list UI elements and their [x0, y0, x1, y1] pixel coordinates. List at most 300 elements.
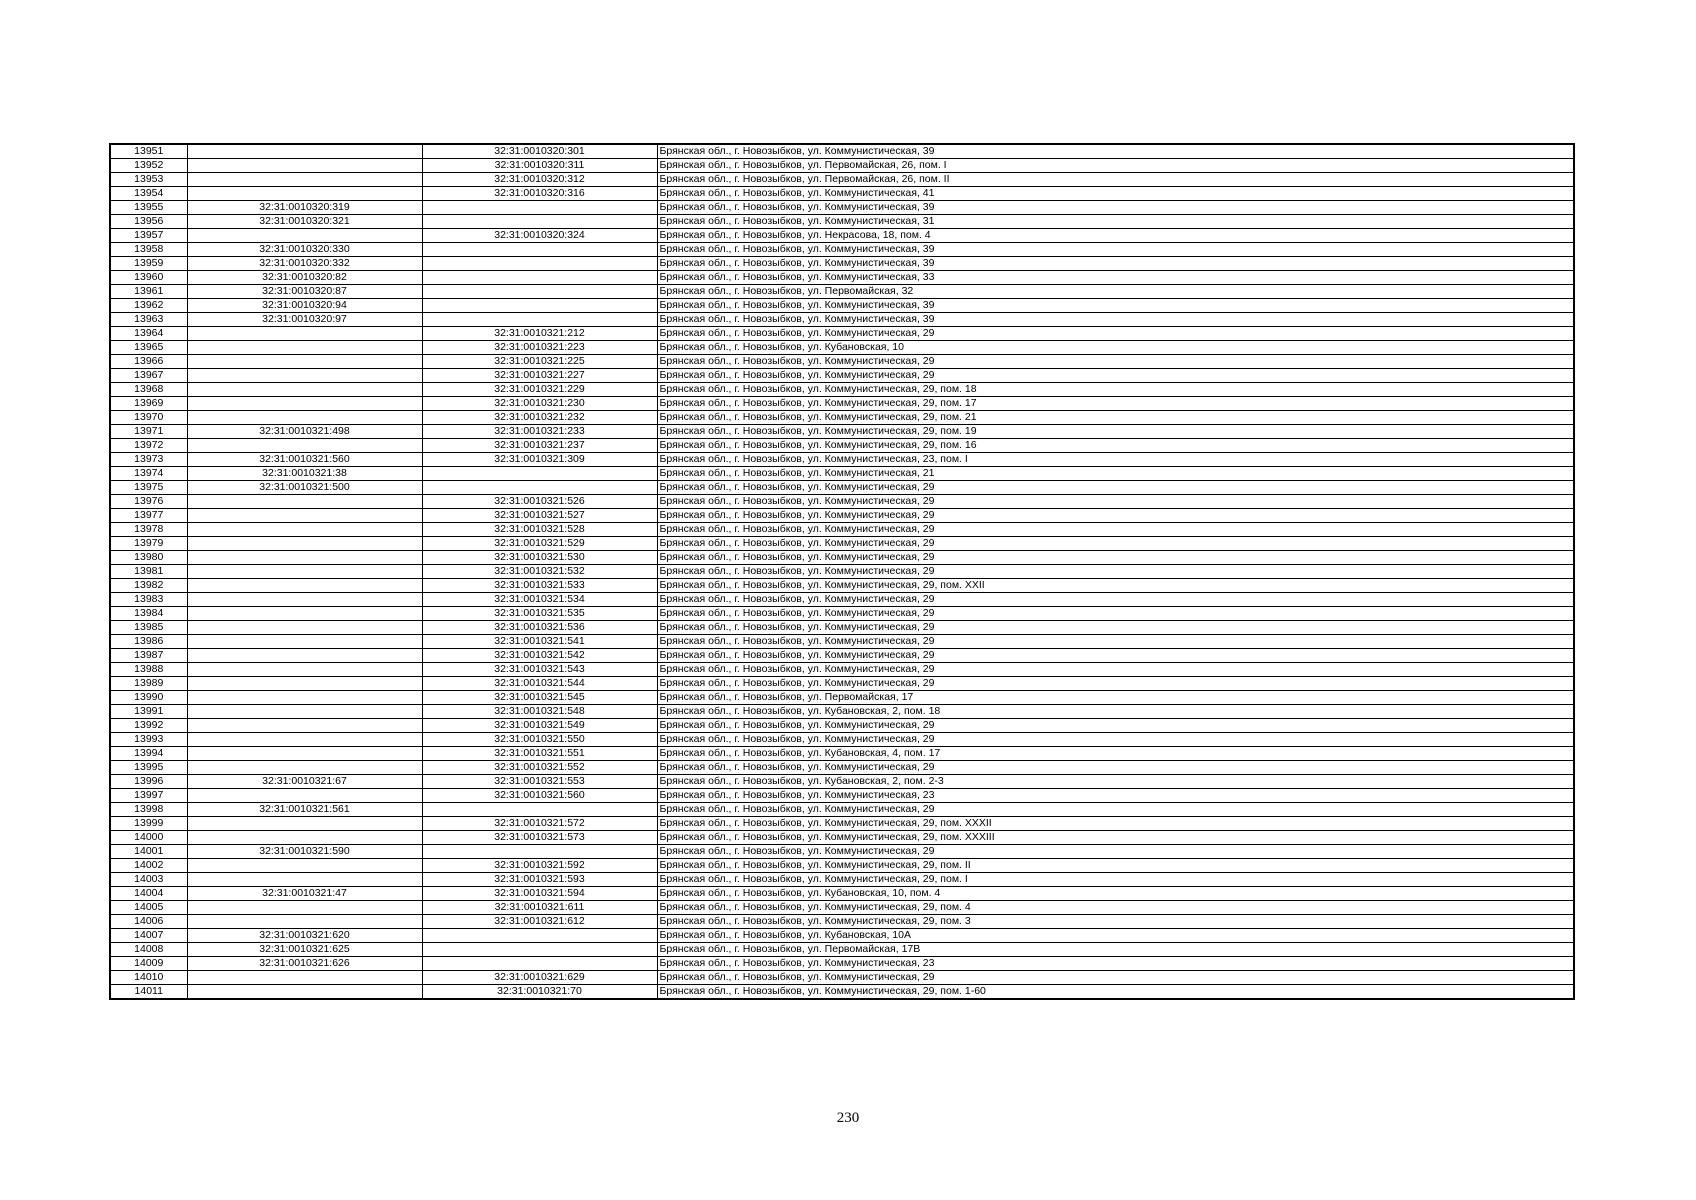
address-cell: Брянская обл., г. Новозыбков, ул. Коммунистическая, 29, пом. XXXII	[657, 817, 1574, 831]
table-row	[110, 943, 1574, 957]
address-cell: Брянская обл., г. Новозыбков, ул. Первомайская, 26, пом. II	[657, 173, 1574, 187]
address-cell: Брянская обл., г. Новозыбков, ул. Коммунистическая, 29	[657, 733, 1574, 747]
address-cell: Брянская обл., г. Новозыбков, ул. Коммунистическая, 29	[657, 565, 1574, 579]
cadastral-number-cell: 32:31:0010321:561	[187, 803, 422, 817]
address-cell: Брянская обл., г. Новозыбков, ул. Коммунистическая, 29	[657, 803, 1574, 817]
table-row	[110, 243, 1574, 257]
table-row	[110, 285, 1574, 299]
address-cell: Брянская обл., г. Новозыбков, ул. Коммунистическая, 29, пом. 21	[657, 411, 1574, 425]
cadastral-number-cell: 32:31:0010320:94	[187, 299, 422, 313]
table-row	[110, 635, 1574, 649]
building-cadastral-number-cell: 32:31:0010321:212	[422, 327, 657, 341]
table-row	[110, 985, 1574, 1000]
building-cadastral-number-cell: 32:31:0010321:552	[422, 761, 657, 775]
cadastral-number-cell: 32:31:0010321:47	[187, 887, 422, 901]
building-cadastral-number-cell	[422, 243, 657, 257]
cadastral-number-cell	[187, 621, 422, 635]
row-number-cell: 13990	[110, 691, 187, 705]
table-row	[110, 341, 1574, 355]
building-cadastral-number-cell: 32:31:0010321:545	[422, 691, 657, 705]
table-row	[110, 929, 1574, 943]
row-number-cell: 13960	[110, 271, 187, 285]
building-cadastral-number-cell: 32:31:0010321:230	[422, 397, 657, 411]
building-cadastral-number-cell	[422, 929, 657, 943]
address-cell: Брянская обл., г. Новозыбков, ул. Коммунистическая, 29	[657, 621, 1574, 635]
row-number-cell: 13997	[110, 789, 187, 803]
row-number-cell: 13965	[110, 341, 187, 355]
table-row	[110, 901, 1574, 915]
cadastral-number-cell: 32:31:0010321:500	[187, 481, 422, 495]
cadastral-number-cell: 32:31:0010320:87	[187, 285, 422, 299]
row-number-cell: 14005	[110, 901, 187, 915]
row-number-cell: 13956	[110, 215, 187, 229]
building-cadastral-number-cell: 32:31:0010320:301	[422, 144, 657, 159]
table-row	[110, 313, 1574, 327]
address-cell: Брянская обл., г. Новозыбков, ул. Коммунистическая, 29	[657, 607, 1574, 621]
building-cadastral-number-cell: 32:31:0010321:544	[422, 677, 657, 691]
table-row	[110, 215, 1574, 229]
table-row	[110, 677, 1574, 691]
address-cell: Брянская обл., г. Новозыбков, ул. Коммунистическая, 29	[657, 971, 1574, 985]
building-cadastral-number-cell	[422, 201, 657, 215]
table-row	[110, 439, 1574, 453]
cadastral-number-cell: 32:31:0010320:330	[187, 243, 422, 257]
table-row	[110, 551, 1574, 565]
row-number-cell: 14007	[110, 929, 187, 943]
cadastral-number-cell	[187, 537, 422, 551]
row-number-cell: 13961	[110, 285, 187, 299]
cadastral-number-cell	[187, 495, 422, 509]
table-row	[110, 705, 1574, 719]
cadastral-number-cell	[187, 327, 422, 341]
row-number-cell: 13983	[110, 593, 187, 607]
row-number-cell: 13970	[110, 411, 187, 425]
building-cadastral-number-cell: 32:31:0010321:309	[422, 453, 657, 467]
cadastral-number-cell	[187, 677, 422, 691]
row-number-cell: 13964	[110, 327, 187, 341]
building-cadastral-number-cell	[422, 215, 657, 229]
building-cadastral-number-cell: 32:31:0010321:535	[422, 607, 657, 621]
cadastral-number-cell: 32:31:0010320:319	[187, 201, 422, 215]
table-row	[110, 649, 1574, 663]
address-cell: Брянская обл., г. Новозыбков, ул. Первомайская, 17	[657, 691, 1574, 705]
cadastral-number-cell	[187, 187, 422, 201]
cadastral-number-cell	[187, 159, 422, 173]
cadastral-number-cell	[187, 509, 422, 523]
cadastral-number-cell: 32:31:0010320:321	[187, 215, 422, 229]
building-cadastral-number-cell: 32:31:0010321:548	[422, 705, 657, 719]
cadastral-number-cell	[187, 635, 422, 649]
cadastral-number-cell	[187, 229, 422, 243]
building-cadastral-number-cell: 32:31:0010321:532	[422, 565, 657, 579]
address-cell: Брянская обл., г. Новозыбков, ул. Коммунистическая, 29	[657, 663, 1574, 677]
table-row	[110, 803, 1574, 817]
cadastral-number-cell	[187, 747, 422, 761]
building-cadastral-number-cell: 32:31:0010321:533	[422, 579, 657, 593]
cadastral-number-cell	[187, 915, 422, 929]
table-row	[110, 411, 1574, 425]
cadastral-number-cell	[187, 971, 422, 985]
row-number-cell: 13992	[110, 719, 187, 733]
cadastral-table	[109, 143, 1575, 1000]
table-row	[110, 789, 1574, 803]
table-row	[110, 733, 1574, 747]
row-number-cell: 13958	[110, 243, 187, 257]
address-cell: Брянская обл., г. Новозыбков, ул. Коммунистическая, 39	[657, 144, 1574, 159]
cadastral-number-cell: 32:31:0010320:82	[187, 271, 422, 285]
row-number-cell: 14011	[110, 985, 187, 1000]
cadastral-number-cell	[187, 817, 422, 831]
building-cadastral-number-cell: 32:31:0010321:530	[422, 551, 657, 565]
building-cadastral-number-cell: 32:31:0010321:232	[422, 411, 657, 425]
row-number-cell: 13976	[110, 495, 187, 509]
row-number-cell: 13954	[110, 187, 187, 201]
building-cadastral-number-cell: 32:31:0010321:573	[422, 831, 657, 845]
building-cadastral-number-cell: 32:31:0010321:536	[422, 621, 657, 635]
building-cadastral-number-cell	[422, 313, 657, 327]
building-cadastral-number-cell: 32:31:0010321:549	[422, 719, 657, 733]
table-row	[110, 971, 1574, 985]
building-cadastral-number-cell: 32:31:0010321:550	[422, 733, 657, 747]
table-row	[110, 761, 1574, 775]
row-number-cell: 13953	[110, 173, 187, 187]
table-row	[110, 229, 1574, 243]
building-cadastral-number-cell: 32:31:0010321:543	[422, 663, 657, 677]
row-number-cell: 14003	[110, 873, 187, 887]
address-cell: Брянская обл., г. Новозыбков, ул. Коммунистическая, 29	[657, 369, 1574, 383]
table-row	[110, 621, 1574, 635]
building-cadastral-number-cell: 32:31:0010321:612	[422, 915, 657, 929]
cadastral-number-cell	[187, 719, 422, 733]
address-cell: Брянская обл., г. Новозыбков, ул. Коммунистическая, 29, пом. 17	[657, 397, 1574, 411]
building-cadastral-number-cell	[422, 285, 657, 299]
table-row	[110, 201, 1574, 215]
row-number-cell: 13994	[110, 747, 187, 761]
table-row	[110, 593, 1574, 607]
table-row	[110, 691, 1574, 705]
row-number-cell: 13985	[110, 621, 187, 635]
row-number-cell: 14008	[110, 943, 187, 957]
address-cell: Брянская обл., г. Новозыбков, ул. Коммунистическая, 21	[657, 467, 1574, 481]
address-cell: Брянская обл., г. Новозыбков, ул. Коммунистическая, 23, пом. I	[657, 453, 1574, 467]
building-cadastral-number-cell: 32:31:0010321:534	[422, 593, 657, 607]
row-number-cell: 13986	[110, 635, 187, 649]
cadastral-number-cell	[187, 439, 422, 453]
cadastral-number-cell	[187, 411, 422, 425]
building-cadastral-number-cell	[422, 467, 657, 481]
row-number-cell: 13977	[110, 509, 187, 523]
row-number-cell: 13969	[110, 397, 187, 411]
building-cadastral-number-cell: 32:31:0010320:312	[422, 173, 657, 187]
table-row	[110, 453, 1574, 467]
building-cadastral-number-cell: 32:31:0010321:629	[422, 971, 657, 985]
address-cell: Брянская обл., г. Новозыбков, ул. Кубановская, 2, пом. 18	[657, 705, 1574, 719]
cadastral-number-cell	[187, 341, 422, 355]
table-row	[110, 257, 1574, 271]
cadastral-number-cell	[187, 593, 422, 607]
table-row	[110, 173, 1574, 187]
cadastral-number-cell	[187, 551, 422, 565]
row-number-cell: 14009	[110, 957, 187, 971]
table-row	[110, 495, 1574, 509]
cadastral-number-cell	[187, 579, 422, 593]
row-number-cell: 13967	[110, 369, 187, 383]
address-cell: Брянская обл., г. Новозыбков, ул. Коммунистическая, 29	[657, 593, 1574, 607]
building-cadastral-number-cell: 32:31:0010321:542	[422, 649, 657, 663]
cadastral-number-cell	[187, 565, 422, 579]
table-row	[110, 187, 1574, 201]
address-cell: Брянская обл., г. Новозыбков, ул. Коммунистическая, 29	[657, 649, 1574, 663]
cadastral-number-cell: 32:31:0010320:332	[187, 257, 422, 271]
building-cadastral-number-cell: 32:31:0010321:592	[422, 859, 657, 873]
row-number-cell: 13952	[110, 159, 187, 173]
table-row	[110, 719, 1574, 733]
address-cell: Брянская обл., г. Новозыбков, ул. Коммунистическая, 39	[657, 313, 1574, 327]
building-cadastral-number-cell: 32:31:0010321:560	[422, 789, 657, 803]
building-cadastral-number-cell: 32:31:0010321:229	[422, 383, 657, 397]
table-row	[110, 565, 1574, 579]
row-number-cell: 13993	[110, 733, 187, 747]
row-number-cell: 14002	[110, 859, 187, 873]
cadastral-number-cell	[187, 859, 422, 873]
cadastral-number-cell	[187, 397, 422, 411]
table-body	[110, 144, 1574, 999]
address-cell: Брянская обл., г. Новозыбков, ул. Коммунистическая, 29, пом. 19	[657, 425, 1574, 439]
address-cell: Брянская обл., г. Новозыбков, ул. Первомайская, 26, пом. I	[657, 159, 1574, 173]
address-cell: Брянская обл., г. Новозыбков, ул. Коммунистическая, 29	[657, 355, 1574, 369]
cadastral-number-cell	[187, 873, 422, 887]
cadastral-number-cell: 32:31:0010321:590	[187, 845, 422, 859]
table-row	[110, 831, 1574, 845]
address-cell: Брянская обл., г. Новозыбков, ул. Коммунистическая, 29, пом. XXXIII	[657, 831, 1574, 845]
cadastral-number-cell	[187, 355, 422, 369]
address-cell: Брянская обл., г. Новозыбков, ул. Кубановская, 4, пом. 17	[657, 747, 1574, 761]
row-number-cell: 13974	[110, 467, 187, 481]
cadastral-number-cell	[187, 901, 422, 915]
row-number-cell: 13951	[110, 144, 187, 159]
table-row	[110, 537, 1574, 551]
address-cell: Брянская обл., г. Новозыбков, ул. Коммунистическая, 29	[657, 495, 1574, 509]
building-cadastral-number-cell: 32:31:0010321:594	[422, 887, 657, 901]
building-cadastral-number-cell	[422, 943, 657, 957]
row-number-cell: 14010	[110, 971, 187, 985]
building-cadastral-number-cell: 32:31:0010321:551	[422, 747, 657, 761]
table-row	[110, 369, 1574, 383]
table-row	[110, 397, 1574, 411]
row-number-cell: 13981	[110, 565, 187, 579]
row-number-cell: 13989	[110, 677, 187, 691]
table-row	[110, 873, 1574, 887]
building-cadastral-number-cell	[422, 803, 657, 817]
row-number-cell: 13998	[110, 803, 187, 817]
address-cell: Брянская обл., г. Новозыбков, ул. Коммунистическая, 29	[657, 845, 1574, 859]
address-cell: Брянская обл., г. Новозыбков, ул. Коммунистическая, 29	[657, 761, 1574, 775]
cadastral-number-cell	[187, 173, 422, 187]
row-number-cell: 13991	[110, 705, 187, 719]
building-cadastral-number-cell: 32:31:0010321:611	[422, 901, 657, 915]
table-row	[110, 915, 1574, 929]
address-cell: Брянская обл., г. Новозыбков, ул. Коммунистическая, 39	[657, 201, 1574, 215]
building-cadastral-number-cell: 32:31:0010321:529	[422, 537, 657, 551]
row-number-cell: 13972	[110, 439, 187, 453]
address-cell: Брянская обл., г. Новозыбков, ул. Коммунистическая, 23	[657, 789, 1574, 803]
address-cell: Брянская обл., г. Новозыбков, ул. Коммунистическая, 29, пом. 4	[657, 901, 1574, 915]
table-row	[110, 271, 1574, 285]
building-cadastral-number-cell: 32:31:0010321:225	[422, 355, 657, 369]
building-cadastral-number-cell	[422, 481, 657, 495]
row-number-cell: 13982	[110, 579, 187, 593]
row-number-cell: 13968	[110, 383, 187, 397]
table-row	[110, 509, 1574, 523]
cadastral-number-cell	[187, 649, 422, 663]
cadastral-number-cell	[187, 761, 422, 775]
address-cell: Брянская обл., г. Новозыбков, ул. Коммунистическая, 29	[657, 719, 1574, 733]
table-row	[110, 467, 1574, 481]
address-cell: Брянская обл., г. Новозыбков, ул. Коммунистическая, 29	[657, 537, 1574, 551]
address-cell: Брянская обл., г. Новозыбков, ул. Коммунистическая, 29, пом. II	[657, 859, 1574, 873]
table-row	[110, 747, 1574, 761]
row-number-cell: 13971	[110, 425, 187, 439]
address-cell: Брянская обл., г. Новозыбков, ул. Кубановская, 10	[657, 341, 1574, 355]
address-cell: Брянская обл., г. Новозыбков, ул. Коммунистическая, 29	[657, 551, 1574, 565]
table-row	[110, 663, 1574, 677]
address-cell: Брянская обл., г. Новозыбков, ул. Коммунистическая, 39	[657, 243, 1574, 257]
building-cadastral-number-cell: 32:31:0010321:227	[422, 369, 657, 383]
row-number-cell: 14001	[110, 845, 187, 859]
table-row	[110, 817, 1574, 831]
address-cell: Брянская обл., г. Новозыбков, ул. Коммунистическая, 41	[657, 187, 1574, 201]
address-cell: Брянская обл., г. Новозыбков, ул. Коммунистическая, 29, пом. 1-60	[657, 985, 1574, 1000]
cadastral-number-cell	[187, 369, 422, 383]
table-row	[110, 845, 1574, 859]
building-cadastral-number-cell: 32:31:0010321:572	[422, 817, 657, 831]
address-cell: Брянская обл., г. Новозыбков, ул. Первомайская, 32	[657, 285, 1574, 299]
table-row	[110, 159, 1574, 173]
cadastral-number-cell	[187, 789, 422, 803]
cadastral-number-cell: 32:31:0010321:38	[187, 467, 422, 481]
address-cell: Брянская обл., г. Новозыбков, ул. Коммунистическая, 29	[657, 635, 1574, 649]
address-cell: Брянская обл., г. Новозыбков, ул. Коммунистическая, 31	[657, 215, 1574, 229]
cadastral-number-cell: 32:31:0010321:625	[187, 943, 422, 957]
address-cell: Брянская обл., г. Новозыбков, ул. Коммунистическая, 39	[657, 299, 1574, 313]
cadastral-number-cell	[187, 383, 422, 397]
cadastral-number-cell	[187, 523, 422, 537]
cadastral-number-cell: 32:31:0010321:67	[187, 775, 422, 789]
cadastral-number-cell: 32:31:0010321:626	[187, 957, 422, 971]
table-row	[110, 327, 1574, 341]
row-number-cell: 13962	[110, 299, 187, 313]
address-cell: Брянская обл., г. Новозыбков, ул. Коммунистическая, 29, пом. I	[657, 873, 1574, 887]
row-number-cell: 13995	[110, 761, 187, 775]
row-number-cell: 14006	[110, 915, 187, 929]
address-cell: Брянская обл., г. Новозыбков, ул. Первомайская, 17В	[657, 943, 1574, 957]
address-cell: Брянская обл., г. Новозыбков, ул. Коммунистическая, 29, пом. 18	[657, 383, 1574, 397]
row-number-cell: 13980	[110, 551, 187, 565]
row-number-cell: 14000	[110, 831, 187, 845]
building-cadastral-number-cell	[422, 845, 657, 859]
row-number-cell: 13955	[110, 201, 187, 215]
address-cell: Брянская обл., г. Новозыбков, ул. Некрасова, 18, пом. 4	[657, 229, 1574, 243]
cadastral-number-cell	[187, 663, 422, 677]
table-row	[110, 144, 1574, 159]
row-number-cell: 13978	[110, 523, 187, 537]
building-cadastral-number-cell	[422, 257, 657, 271]
address-cell: Брянская обл., г. Новозыбков, ул. Коммунистическая, 29	[657, 327, 1574, 341]
table-row	[110, 859, 1574, 873]
address-cell: Брянская обл., г. Новозыбков, ул. Коммунистическая, 29, пом. 16	[657, 439, 1574, 453]
table-row	[110, 355, 1574, 369]
address-cell: Брянская обл., г. Новозыбков, ул. Кубановская, 2, пом. 2-3	[657, 775, 1574, 789]
table-row	[110, 607, 1574, 621]
cadastral-number-cell	[187, 607, 422, 621]
cadastral-number-cell: 32:31:0010321:498	[187, 425, 422, 439]
address-cell: Брянская обл., г. Новозыбков, ул. Кубановская, 10А	[657, 929, 1574, 943]
page-number: 230	[836, 1110, 860, 1126]
cadastral-number-cell	[187, 733, 422, 747]
cadastral-number-cell	[187, 985, 422, 1000]
address-cell: Брянская обл., г. Новозыбков, ул. Коммунистическая, 39	[657, 257, 1574, 271]
building-cadastral-number-cell: 32:31:0010321:237	[422, 439, 657, 453]
building-cadastral-number-cell: 32:31:0010321:233	[422, 425, 657, 439]
table-row	[110, 579, 1574, 593]
cadastral-number-cell	[187, 705, 422, 719]
row-number-cell: 13966	[110, 355, 187, 369]
cadastral-number-cell	[187, 691, 422, 705]
table-row	[110, 299, 1574, 313]
table-row	[110, 775, 1574, 789]
building-cadastral-number-cell: 32:31:0010321:70	[422, 985, 657, 1000]
building-cadastral-number-cell: 32:31:0010320:316	[422, 187, 657, 201]
address-cell: Брянская обл., г. Новозыбков, ул. Коммунистическая, 29, пом. XXII	[657, 579, 1574, 593]
address-cell: Брянская обл., г. Новозыбков, ул. Коммунистическая, 29	[657, 481, 1574, 495]
address-cell: Брянская обл., г. Новозыбков, ул. Кубановская, 10, пом. 4	[657, 887, 1574, 901]
table-row	[110, 481, 1574, 495]
building-cadastral-number-cell: 32:31:0010321:528	[422, 523, 657, 537]
row-number-cell: 13987	[110, 649, 187, 663]
cadastral-number-cell: 32:31:0010321:560	[187, 453, 422, 467]
row-number-cell: 13973	[110, 453, 187, 467]
building-cadastral-number-cell	[422, 271, 657, 285]
row-number-cell: 13988	[110, 663, 187, 677]
address-cell: Брянская обл., г. Новозыбков, ул. Коммунистическая, 33	[657, 271, 1574, 285]
building-cadastral-number-cell: 32:31:0010320:311	[422, 159, 657, 173]
cadastral-number-cell: 32:31:0010321:620	[187, 929, 422, 943]
table-row	[110, 425, 1574, 439]
address-cell: Брянская обл., г. Новозыбков, ул. Коммунистическая, 29	[657, 509, 1574, 523]
cadastral-number-cell: 32:31:0010320:97	[187, 313, 422, 327]
row-number-cell: 13957	[110, 229, 187, 243]
row-number-cell: 13984	[110, 607, 187, 621]
building-cadastral-number-cell: 32:31:0010321:526	[422, 495, 657, 509]
row-number-cell: 13996	[110, 775, 187, 789]
cadastral-number-cell	[187, 831, 422, 845]
row-number-cell: 13963	[110, 313, 187, 327]
building-cadastral-number-cell: 32:31:0010321:527	[422, 509, 657, 523]
cadastral-number-cell	[187, 144, 422, 159]
row-number-cell: 13975	[110, 481, 187, 495]
building-cadastral-number-cell: 32:31:0010321:593	[422, 873, 657, 887]
address-cell: Брянская обл., г. Новозыбков, ул. Коммунистическая, 29	[657, 523, 1574, 537]
row-number-cell: 13959	[110, 257, 187, 271]
address-cell: Брянская обл., г. Новозыбков, ул. Коммунистическая, 23	[657, 957, 1574, 971]
table-row	[110, 887, 1574, 901]
table-row	[110, 383, 1574, 397]
address-cell: Брянская обл., г. Новозыбков, ул. Коммунистическая, 29	[657, 677, 1574, 691]
building-cadastral-number-cell: 32:31:0010321:553	[422, 775, 657, 789]
table-row	[110, 957, 1574, 971]
row-number-cell: 13999	[110, 817, 187, 831]
row-number-cell: 13979	[110, 537, 187, 551]
